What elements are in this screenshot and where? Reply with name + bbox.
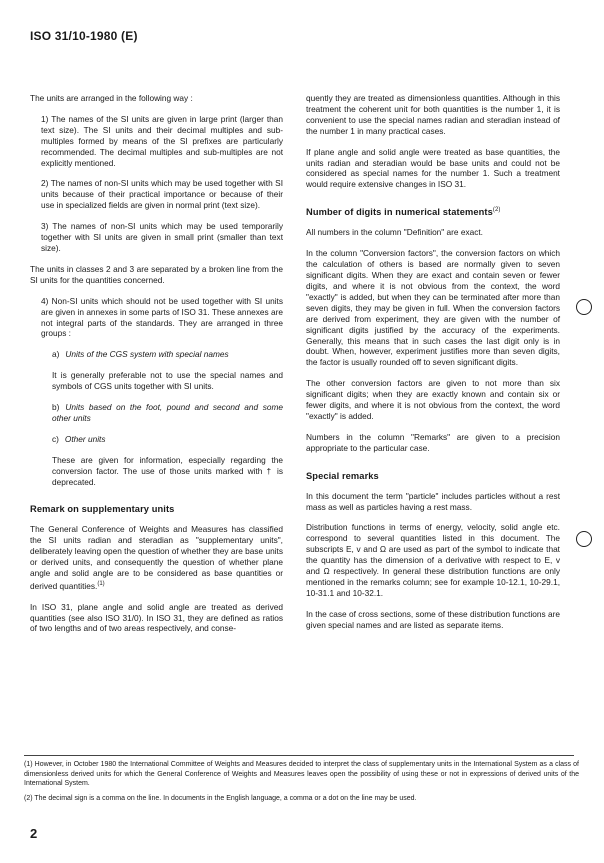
sub-item-b: b) Units based on the foot, pound and second and some other units: [52, 402, 283, 423]
footnotes: [24, 760, 579, 803]
binder-hole-icon: [576, 299, 592, 315]
footnote-1: (1) However, in October 1980 the International Committee of Weights and Measures decided to interpret the class of supplementary units in the International System as a class of dimensionless derived units for which the General Conference of Weights and Measures leaves open the possibility of using these or not in expressions of derived units of the International System.: [24, 761, 579, 788]
digits-paragraph-3: The other conversion factors are given to not more than six significant digits; when they are exactly known and contain six or fewer digits, and where it is not obvious from the context, the word "exactly" is added.: [306, 378, 560, 421]
special-remarks-heading: Special remarks: [306, 470, 379, 481]
special-paragraph-2: Distribution functions in terms of energy, velocity, solid angle etc. correspond to several quantities listed in this document. The subscripts E, v and Ω are used as part of the symbol to indicate that the quantity has the dimension of a derivative with respect to E, v and Ω respectively. In general these distribution functions are only mentioned in the remarks column; see for example 10-12.1, 10-29.1, 10-31.1 and 10-32.1.: [306, 522, 560, 598]
remark-heading: Remark on supplementary units: [30, 504, 175, 515]
footnote-divider: [24, 755, 574, 756]
remark-paragraph-1: The General Conference of Weights and Measures has classified the SI units radian and steradian as "supplementary units", deliberately leaving open the question of whether they are base units or derived units, and consequently the question of whether plane angle and solid angle are to be considered as base quantities or derived quantities.$^{(1)}$: [30, 524, 283, 591]
footnote-ref-2: (2): [492, 207, 501, 214]
right-column: [306, 93, 560, 631]
digits-paragraph-4: Numbers in the column "Remarks" are given to a precision appropriate to the particular case.: [306, 431, 560, 453]
special-paragraph-3: In the case of cross sections, some of these distribution functions are given special names and are listed as separate items.: [306, 608, 560, 630]
digits-heading: Number of digits in numerical statements$^{(2)}$: [306, 207, 501, 218]
intro-text: The units are arranged in the following way :: [30, 93, 193, 103]
continuation-text: quently they are treated as dimensionless quantities. Although in this treatment the coherent unit for both quantities is the number 1, it is convenient to use the special names radian and steradian instead of the number 1 in many practical cases.: [306, 93, 560, 136]
footnote-ref-1: (1): [97, 581, 105, 587]
digits-paragraph-1: All numbers in the column "Definition" are exact.: [306, 227, 483, 238]
binder-hole-icon: [576, 531, 592, 547]
sub-item-a: a) Units of the CGS system with special names: [52, 349, 229, 360]
list-item-4: 4) Non-SI units which should not be used together with SI units are given in annexes in some parts of ISO 31. These annexes are not integral parts of the standards. They are arranged in three groups :: [41, 295, 283, 339]
list-item-2: 2) The names of non-SI units which may be used together with SI units because of their practical importance or because of their use in specialized fields are given in normal print (text size).: [41, 178, 283, 211]
special-paragraph-1: In this document the term "particle" includes particles without a rest mass as well as particles having a rest mass.: [306, 490, 560, 512]
classes-note: The units in classes 2 and 3 are separated by a broken line from the SI units for the quantities concerned.: [30, 263, 283, 285]
digits-paragraph-2: In the column "Conversion factors", the conversion factors on which the calculation of others is based are normally given to seven significant digits. When they are exact and contain seven or fewer digits, and where it is not obvious from the context, the word "exactly" is added, but when they can be terminated after more than seven digits, they may be given in full. When the conversion factors are derived from experiment, they are given with the number of significant digits justified by the accuracy of the experiments. Generally, this means that in such cases the last digit only is in doubt. When, however, experiment justifies more than seven digits, the factor is usually rounded off to seven significant digits.: [306, 248, 560, 368]
plane-angle-paragraph: If plane angle and solid angle were treated as base quantities, the units radian and steradian would be base units and could not be considered as special names for the number 1. Such a treatment would require extensive changes in ISO 31.: [306, 146, 560, 190]
left-column: [30, 93, 283, 634]
remark-paragraph-2: In ISO 31, plane angle and solid angle are treated as derived quantities (see also ISO 31/0). In ISO 31, they are defined as ratios of two lengths and of two areas respectively, and conse-: [30, 601, 283, 634]
sub-item-c: c) Other units: [52, 433, 106, 444]
sub-item-bc-note: These are given for information, especially regarding the conversion factor. The use of those units marked with † is deprecated.: [52, 454, 283, 487]
list-item-1: 1) The names of the SI units are given in large print (larger than text size). The SI units and their decimal multiples and sub-multiples formed by means of the SI prefixes are particularly recommended. The decimal multiples and sub-multiples are not explicitly mentioned.: [41, 113, 283, 168]
sub-item-a-note: It is generally preferable not to use the special names and symbols of CGS units together with SI units.: [52, 370, 283, 392]
page-number: 2: [30, 826, 38, 841]
footnote-2: (2) The decimal sign is a comma on the line. In documents in the English language, a comma or a dot on the line may be used.: [24, 794, 417, 802]
document-header: ISO 31/10-1980 (E): [30, 29, 138, 43]
list-item-3: 3) The names of non-SI units which may be used temporarily together with SI units are given in small print (smaller than text size).: [41, 221, 283, 253]
